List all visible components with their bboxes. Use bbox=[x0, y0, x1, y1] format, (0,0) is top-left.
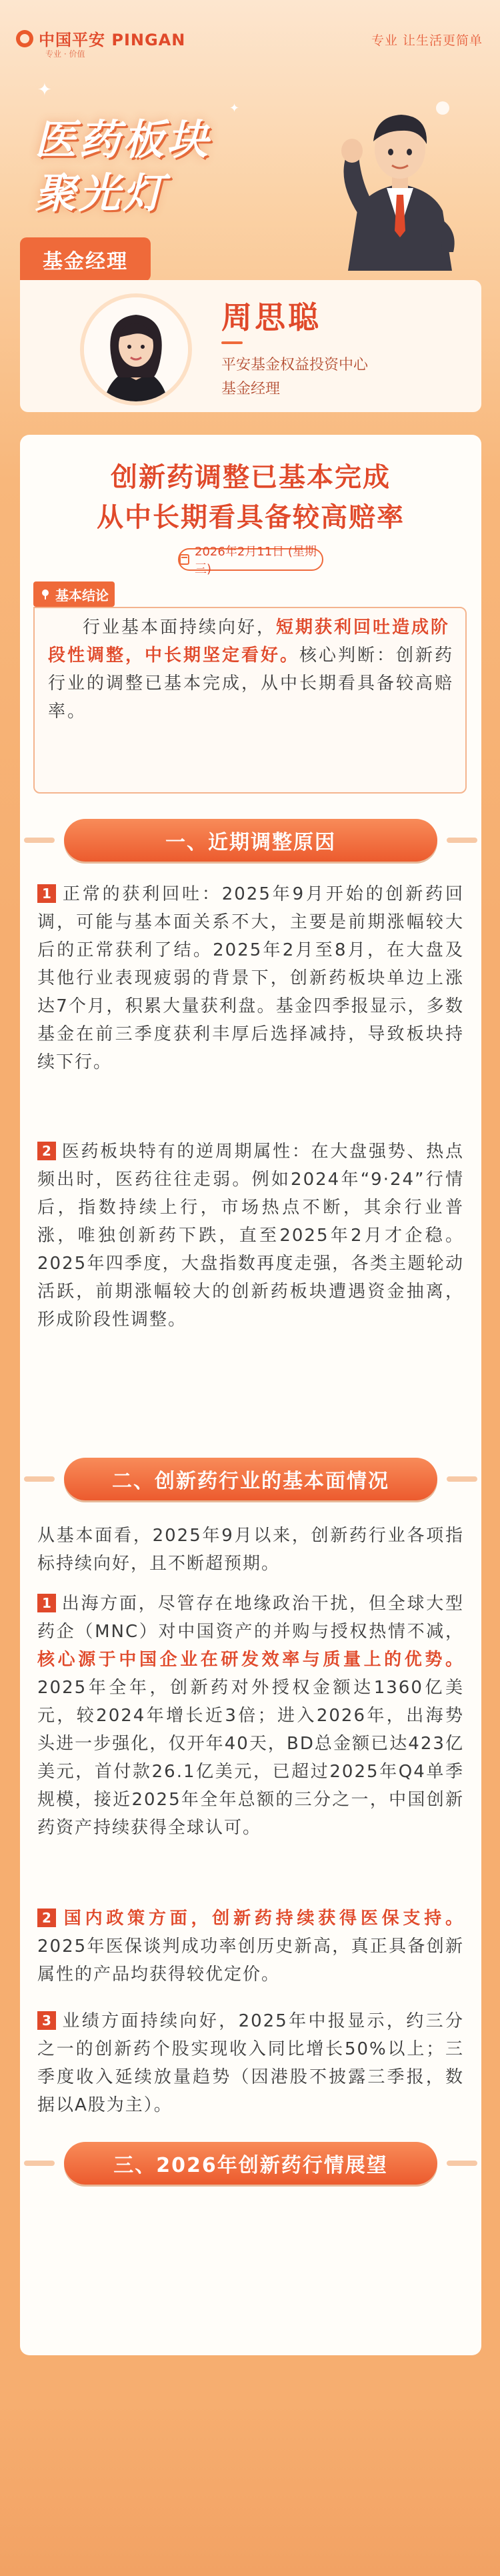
item-highlight: 核心源于中国企业在研发效率与质量上的优势。 bbox=[37, 1650, 464, 1670]
slogan: 专业 让生活更简单 bbox=[371, 33, 483, 48]
list-item bbox=[37, 1138, 464, 1334]
item-text: 出海方面，尽管存在地缘政治干扰，但全球大型药企（MNC）对中国资产的并购与授权热情不减， bbox=[37, 1594, 464, 1642]
section-intro: 从基本面看，2025年9月以来，创新药行业各项指标持续向好，且不断超预期。 bbox=[37, 1526, 464, 1574]
section-header-3: 三、2026年创新药行情展望 bbox=[64, 2142, 437, 2185]
item-number-badge: 1 bbox=[37, 1594, 56, 1612]
item-number-badge: 1 bbox=[37, 884, 56, 903]
fund-manager-tag: 基金经理 bbox=[20, 237, 151, 281]
hero-title bbox=[35, 113, 211, 220]
article-date: 2026年2月11日 (星期三) bbox=[195, 545, 317, 576]
section-header-1: 一、近期调整原因 bbox=[64, 819, 437, 862]
businessman-illustration bbox=[301, 77, 495, 271]
manager-photo bbox=[84, 297, 188, 401]
conclusion-highlight: 短期获利回吐造成阶段性调整，中长期坚定看好。 bbox=[48, 617, 451, 666]
hero-title-line2: 聚光灯 bbox=[35, 169, 167, 217]
avatar bbox=[80, 293, 192, 405]
section-header-2: 二、创新药行业的基本面情况 bbox=[64, 1458, 437, 1500]
item-text: 2025年全年，创新药对外授权金额达1360亿美元，较2024年增长近3倍；进入2026年，出海势头进一步强化，仅开年40天，BD总金额已达423亿美元，首付款26.1亿美元，已超过2025年Q4单季规模，接近2025年全年总额的三分之一，中国创新药资产持续获得全球认可。 bbox=[37, 1678, 464, 1838]
manager-name: 周思聪 bbox=[221, 299, 321, 335]
conclusion-text bbox=[48, 613, 455, 726]
item-number-badge: 2 bbox=[37, 1908, 56, 1927]
list-item bbox=[37, 1590, 464, 1842]
item-text: 业绩方面持续向好，2025年中报显示，约三分之一的创新药个股实现收入同比增长50%以上；三季度收入延续放量趋势（因港股不披露三季报，数据以A股为主）。 bbox=[37, 2011, 464, 2115]
article-title bbox=[20, 457, 481, 537]
list-item bbox=[37, 2007, 464, 2119]
item-text: 2025年医保谈判成功率创历史新高，真正具备创新属性的产品均获得较优定价。 bbox=[37, 1937, 464, 1985]
manager-title: 基金经理 bbox=[221, 381, 281, 397]
conclusion-tag-label: 基本结论 bbox=[55, 587, 109, 603]
date-pill bbox=[178, 545, 323, 576]
divider bbox=[221, 341, 243, 344]
brand-logo bbox=[16, 27, 185, 50]
hero-title-line1: 医药板块 bbox=[35, 115, 211, 164]
conclusion-text-c: 核心判断：创新药行业的调整已基本完成，从中长期看具备较高赔率。 bbox=[48, 646, 455, 722]
pin-icon bbox=[39, 588, 51, 600]
brand-subline: 专业 · 价值 bbox=[45, 49, 85, 59]
brand-name: 中国平安 PINGAN bbox=[39, 31, 186, 49]
item-text: 正常的获利回吐：2025年9月开始的创新药回调，可能与基本面关系不大，主要是前期涨幅较大后的正常获利了结。2025年2月至8月，在大盘及其他行业表现疲弱的背景下，创新药板块单边上涨达7个月，积累大量获利盘。基金四季报显示，多数基金在前三季度获利丰厚后选择减持，导致板块持续下行。 bbox=[37, 884, 464, 1072]
pingan-logo-icon bbox=[16, 30, 33, 47]
calendar-icon bbox=[179, 554, 189, 565]
item-number-badge: 3 bbox=[37, 2011, 56, 2030]
list-item bbox=[37, 1904, 464, 1989]
article-title-line2: 从中长期看具备较高赔率 bbox=[97, 502, 405, 533]
manager-org: 平安基金权益投资中心 bbox=[221, 357, 369, 373]
conclusion-tag bbox=[33, 581, 115, 607]
sparkle-icon: ✦ bbox=[37, 80, 52, 100]
list-item bbox=[37, 880, 464, 1076]
article-title-line1: 创新药调整已基本完成 bbox=[111, 462, 391, 493]
sparkle-icon: ✦ bbox=[229, 101, 240, 115]
item-number-badge: 2 bbox=[37, 1142, 56, 1160]
conclusion-text-a: 行业基本面持续向好， bbox=[83, 617, 277, 637]
item-text: 医药板块特有的逆周期属性：在大盘强势、热点频出时，医药往往走弱。例如2024年“9·24”行情后，指数持续上行，市场热点不断，其余行业普涨，唯独创新药下跌，直至2025年2月才企稳。2025年四季度，大盘指数再度走强，各类主题轮动活跃，前期涨幅较大的创新药板块遭遇资金抽离，形成阶段性调整。 bbox=[37, 1142, 464, 1330]
item-highlight: 国内政策方面，创新药持续获得医保支持。 bbox=[61, 1908, 464, 1928]
